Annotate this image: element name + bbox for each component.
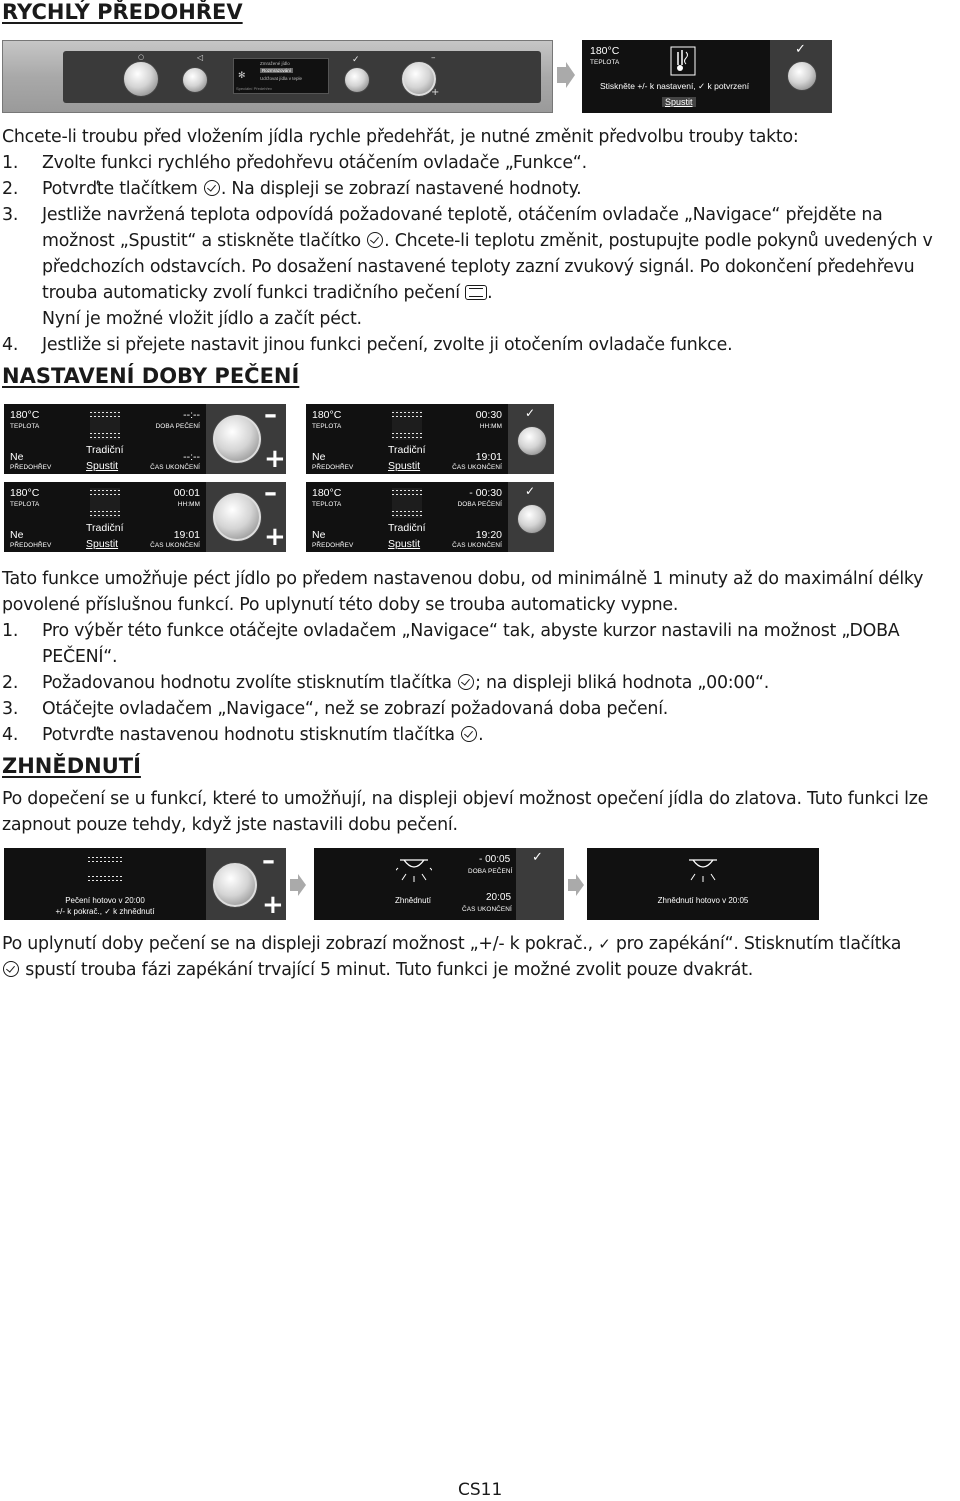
confirm-icon: ✓ <box>352 55 360 65</box>
list-item: 3. Jestliže navržená teplota odpovídá požadované teplotě, otáčením ovladače „Navigace“ přejděte na možnost „Spustit“ a stiskněte tlačítko . Chcete-li teplotu změnit, postupujte podle pokynů uvedených v předchozích odstavcích. Po dosažení nastavené teploty zazní zvukový signál. Po dokončení předehřevu trouba automaticky zvolí funkci tradičního pečení . Nyní je možné vložit jídlo a začít péct. <box>2 205 933 329</box>
list-item: 2. Potvrďte tlačítkem . Na displeji se zobrazí nastavené hodnoty. <box>2 179 582 199</box>
confirm-check-icon: ✓ <box>532 850 543 865</box>
end-time-label: ČAS UKONČENÍ <box>150 542 200 549</box>
end-time-label: ČAS UKONČENÍ <box>452 464 502 471</box>
confirm-check-icon: ✓ <box>525 484 536 498</box>
minus-icon: – <box>264 400 277 430</box>
check-icon: ✓ <box>695 81 708 91</box>
cook-duration: 00:30 <box>475 409 502 421</box>
list-item: 1. Pro výběr této funkce otáčejte ovladačem „Navigace“ tak, abyste kurzor nastavili na možnost „DOBA PEČENÍ“. <box>2 621 900 667</box>
confirm-button[interactable] <box>517 504 547 534</box>
list-item: 4. Potvrďte nastavenou hodnotu stisknutím tlačítka . <box>2 725 484 745</box>
continue-hint: +/- k pokrač., ✓ k zhnědnutí <box>55 907 155 916</box>
end-time-label: ČAS UKONČENÍ <box>452 542 502 549</box>
temperature-value: 180°C <box>312 487 342 499</box>
confirm-button[interactable] <box>517 426 547 456</box>
temperature-value: 180°C <box>312 409 342 421</box>
cook-time-display <box>4 404 206 474</box>
browning-display-finished <box>4 848 206 920</box>
confirm-side-panel <box>508 482 554 552</box>
confirm-side-panel <box>770 40 832 113</box>
preheat-label: PŘEDOHŘEV <box>312 464 354 471</box>
browning-label: Zhnědnutí <box>395 896 432 905</box>
temperature-label: TEPLOTA <box>590 59 620 66</box>
cook-duration: --:-- <box>183 409 200 421</box>
confirm-button[interactable] <box>787 61 817 91</box>
start-option[interactable]: Spustit <box>86 538 119 550</box>
back-icon: ◁ <box>197 53 204 62</box>
plus-icon: + <box>431 87 440 98</box>
start-option[interactable]: Spustit <box>388 460 421 472</box>
preheat-label: PŘEDOHŘEV <box>312 542 354 549</box>
finished-message: Pečení hotovo v 20:00 <box>65 896 145 905</box>
function-name: Tradiční <box>86 444 124 456</box>
cook-duration-label: HH:MM <box>479 423 502 430</box>
preheat-label: PŘEDOHŘEV <box>10 464 52 471</box>
plus-icon: + <box>262 890 284 920</box>
cook-time-intro: Tato funkce umožňuje péct jídlo po předem nastavenou dobu, od minimálně 1 minuty až do maximální délky povolené příslušnou funkcí. Po uplynutí této doby se trouba automaticky vypne. <box>2 569 924 615</box>
navigation-knob[interactable] <box>212 862 258 908</box>
oven-control-panel <box>2 40 553 113</box>
confirm-side-panel <box>508 404 554 474</box>
end-time: 20:05 <box>486 892 512 903</box>
end-time: 19:20 <box>475 529 502 541</box>
rapid-preheat-icon <box>670 46 696 76</box>
browning-intro: Po dopečení se u funkcí, které to umožňují, na displeji objeví možnost opečení jídla do zlatova. Tuto funkci lze zapnout pouze tehdy, když jste nastavili dobu pečení. <box>2 789 929 835</box>
section-title-preheat: RYCHLÝ PŘEDOHŘEV <box>2 0 243 24</box>
confirm-side-panel <box>516 848 564 920</box>
temperature-label: TEPLOTA <box>312 423 342 430</box>
cook-duration-label: DOBA PEČENÍ <box>457 501 502 508</box>
list-item: 2. Požadovanou hodnotu zvolíte stisknutím tlačítka ; na displeji bliká hodnota „00:00“. <box>2 673 770 693</box>
page-number: CS11 <box>458 1480 503 1500</box>
function-knob[interactable] <box>123 61 159 97</box>
oven-shelves-icon <box>90 488 120 518</box>
minus-icon: – <box>262 846 275 876</box>
confirm-check-icon: ✓ <box>525 406 536 420</box>
function-name: Tradiční <box>86 522 124 534</box>
menu-item: Udržovat jídla v teple <box>260 76 303 81</box>
menu-item-selected: Rozmrazování <box>262 68 292 73</box>
cook-time-display <box>4 482 206 552</box>
confirm-circle-icon <box>204 180 220 196</box>
oven-shelves-icon <box>88 854 122 881</box>
duration-label: DOBA PEČENÍ <box>468 868 513 875</box>
function-name: Tradiční <box>388 522 426 534</box>
section-title-browning: ZHNĚDNUTÍ <box>2 754 141 778</box>
knob-side-panel <box>206 478 286 552</box>
minus-icon: – <box>264 478 277 508</box>
navigation-knob[interactable] <box>212 492 262 542</box>
end-time-label: ČAS UKONČENÍ <box>150 464 200 471</box>
list-item: 1. Zvolte funkci rychlého předohřevu otáčením ovladače „Funkce“. <box>2 153 587 173</box>
function-name: Tradiční <box>388 444 426 456</box>
temperature-value: 180°C <box>10 409 40 421</box>
navigation-knob[interactable] <box>212 414 262 464</box>
section-title-cook-time: NASTAVENÍ DOBY PEČENÍ <box>2 364 300 388</box>
temperature-value: 180°C <box>590 45 620 57</box>
arrow-right-icon <box>557 62 575 88</box>
preheat-instructions <box>2 124 958 358</box>
confirm-button[interactable] <box>344 67 370 93</box>
confirm-circle-icon <box>3 961 19 977</box>
start-option[interactable]: Spustit <box>388 538 421 550</box>
oven-shelves-icon <box>392 488 422 518</box>
confirm-circle-icon <box>367 232 383 248</box>
traditional-cooking-icon <box>465 285 487 300</box>
start-option[interactable]: Spustit <box>662 97 696 107</box>
browning-grill-icon <box>685 856 721 884</box>
cook-time-display <box>306 482 508 552</box>
end-time: --:-- <box>183 451 200 463</box>
oven-shelves-icon <box>392 410 422 440</box>
browning-outro: Po uplynutí doby pečení se na displeji zobrazí možnost „+/- k pokrač., ✓ pro zapékání“. Stisknutím tlačítka spustí trouba fázi zapékání trvající 5 minut. Tuto funkci je možné zvolit pouze dvakrát. <box>2 934 902 980</box>
check-icon: ✓ <box>598 935 611 953</box>
knob-side-panel <box>206 400 286 474</box>
minus-icon: – <box>431 53 436 63</box>
preheat-value: Ne <box>312 529 326 541</box>
temperature-value: 180°C <box>10 487 40 499</box>
back-button[interactable] <box>182 67 208 93</box>
browning-display-finished-final <box>587 848 819 920</box>
cook-time-display <box>306 404 508 474</box>
preheat-intro: Chcete-li troubu před vložením jídla rychle předehřát, je nutné změnit předvolbu trouby takto: <box>2 127 799 147</box>
plus-icon: + <box>264 444 286 474</box>
browning-grill-icon <box>396 856 432 884</box>
browning-finished-message: Zhnědnutí hotovo v 20:05 <box>657 896 749 905</box>
menu-item: Speciální Předehřev <box>236 86 273 91</box>
start-option[interactable]: Spustit <box>86 460 119 472</box>
menu-display <box>233 58 329 94</box>
confirm-check-icon: ✓ <box>795 42 806 57</box>
list-item: 3. Otáčejte ovladačem „Navigace“, než se zobrazí požadovaná doba pečení. <box>2 699 669 719</box>
temperature-label: TEPLOTA <box>312 501 342 508</box>
arrow-right-icon <box>568 874 584 896</box>
snowflake-icon: ✻ <box>238 70 246 80</box>
menu-item: Zmražené jídlo <box>260 61 290 66</box>
confirm-circle-icon <box>461 726 477 742</box>
knob-side-panel <box>206 848 286 920</box>
preheat-display <box>582 40 770 113</box>
preheat-value: Ne <box>312 451 326 463</box>
preheat-value: Ne <box>10 451 24 463</box>
preheat-label: PŘEDOHŘEV <box>10 542 52 549</box>
cook-duration: - 00:30 <box>469 487 502 499</box>
cook-duration: 00:01 <box>173 487 200 499</box>
power-icon: ○ <box>138 53 145 61</box>
temperature-label: TEPLOTA <box>10 501 40 508</box>
plus-icon: + <box>264 522 286 552</box>
end-time: 19:01 <box>173 529 200 541</box>
check-icon: ✓ <box>104 907 111 916</box>
end-time-label: ČAS UKONČENÍ <box>462 906 512 913</box>
browning-display-active <box>314 848 516 920</box>
cook-duration-label: HH:MM <box>177 501 200 508</box>
confirm-circle-icon <box>458 674 474 690</box>
temperature-label: TEPLOTA <box>10 423 40 430</box>
list-item: 4. Jestliže si přejete nastavit jinou funkci pečení, zvolte ji otočením ovladače funkce. <box>2 335 733 355</box>
end-time: 19:01 <box>475 451 502 463</box>
display-hint: Stiskněte +/- k nastavení, ✓ k potvrzení <box>600 81 750 91</box>
cook-duration-label: DOBA PEČENÍ <box>155 423 200 430</box>
oven-shelves-icon <box>90 410 120 440</box>
arrow-right-icon <box>290 874 306 896</box>
cook-time-instructions <box>2 566 958 748</box>
preheat-value: Ne <box>10 529 24 541</box>
browning-duration: - 00:05 <box>479 854 511 865</box>
